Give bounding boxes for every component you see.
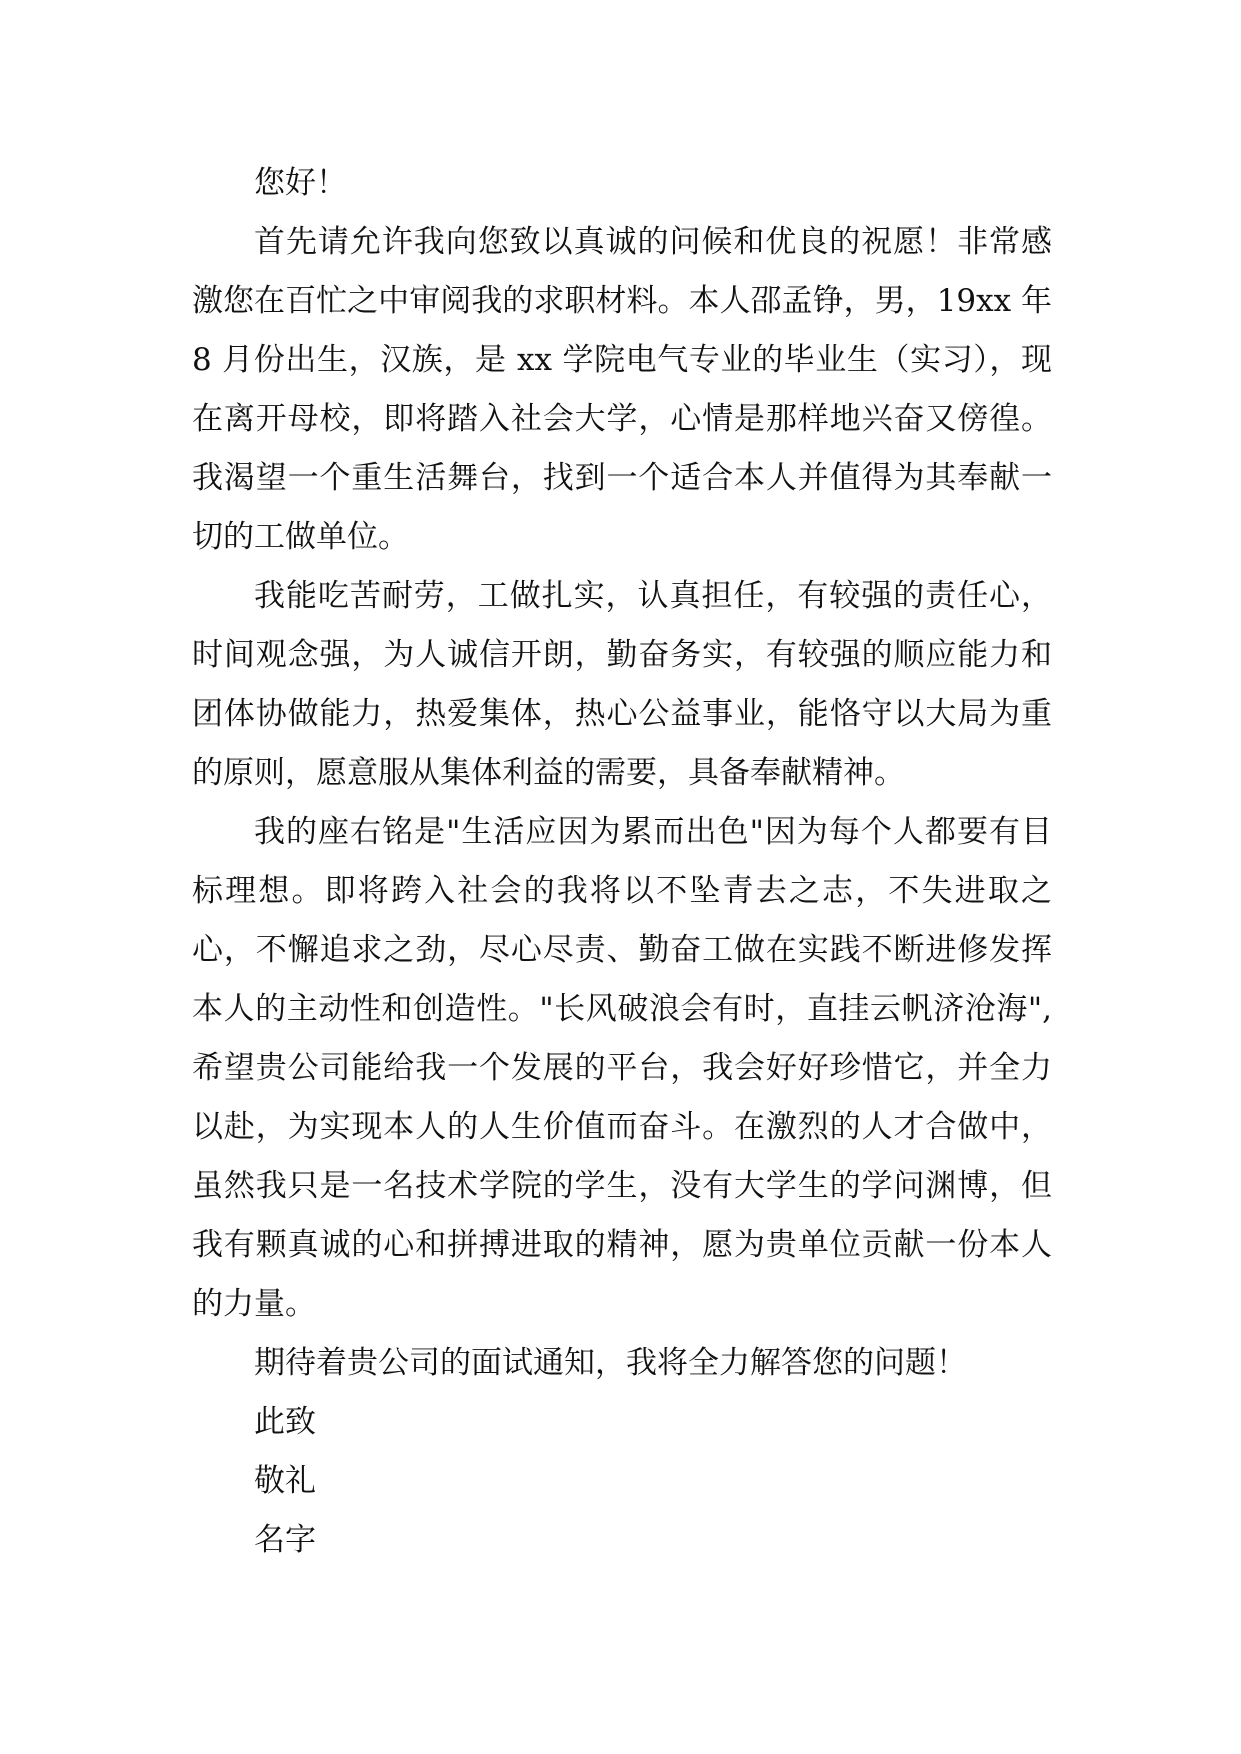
paragraph-expectation: 期待着贵公司的面试通知，我将全力解答您的问题！ <box>254 1345 967 1381</box>
closing-regards: 敬礼 <box>254 1463 316 1499</box>
greeting: 您好！ <box>254 165 347 201</box>
paragraph-qualities: 我能吃苦耐劳，工做扎实，认真担任，有较强的责任心，时间观念强，为人诚信开朗，勤奋务实，有较强的顺应能力和团体协做能力，热爱集体，热心公益事业，能恪守以大局为重的原则，愿意服从集体利益的需要，具备奉献精神。 <box>192 578 1052 791</box>
paragraph-introduction: 首先请允许我向您致以真诚的问候和优良的祝愿！非常感激您在百忙之中审阅我的求职材料。本人邵孟铮，男，19xx 年 8 月份出生，汉族，是 xx 学院电气专业的毕业生（实习），现在离开母校，即将踏入社会大学，心情是那样地兴奋又傍徨。我渴望一个重生活舞台，找到一个适合本人并值得为其奉献一切的工做单位。 <box>192 224 1052 555</box>
signature: 名字 <box>254 1522 316 1558</box>
paragraph-motto: 我的座右铭是"生活应因为累而出色"因为每个人都要有目标理想。即将跨入社会的我将以不坠青去之志，不失进取之心，不懈追求之劲，尽心尽责、勤奋工做在实践不断进修发挥本人的主动性和创造性。"长风破浪会有时，直挂云帆济沧海",希望贵公司能给我一个发展的平台，我会好好珍惜它，并全力以赴，为实现本人的人生价值而奋斗。在激烈的人才合做中，虽然我只是一名技术学院的学生，没有大学生的学问渊博，但我有颗真诚的心和拼搏进取的精神，愿为贵单位贡献一份本人的力量。 <box>192 814 1052 1322</box>
letter-body <box>192 154 1052 1570</box>
closing-salutation: 此致 <box>254 1404 316 1440</box>
